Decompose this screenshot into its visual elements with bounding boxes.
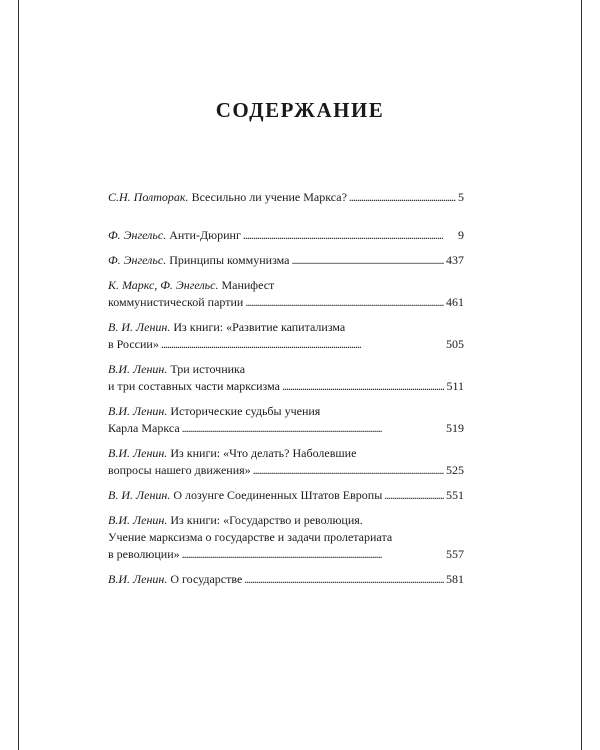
toc-entry <box>108 512 464 563</box>
dot-leader <box>291 252 444 269</box>
toc-author: Ф. Энгельс. <box>108 253 167 267</box>
toc-page: 511 <box>446 379 464 393</box>
toc-author: В.И. Ленин. <box>108 446 168 460</box>
toc-title: О государстве <box>170 572 243 586</box>
toc-title: Из книги: «Что делать? Наболевшие <box>170 446 357 460</box>
toc-title: Три источника <box>170 362 246 376</box>
toc-entry <box>108 361 464 395</box>
toc-entry <box>108 189 464 206</box>
toc-page: 437 <box>446 253 464 267</box>
toc-title: Всесильно ли учение Маркса? <box>191 190 347 204</box>
dot-leader <box>245 294 444 311</box>
toc-title: коммунистической партии <box>108 295 244 309</box>
toc-author: В.И. Ленин. <box>108 572 168 586</box>
toc-author: В. И. Ленин. <box>108 320 171 334</box>
toc-title: О лозунге Соединенных Штатов Европы <box>173 488 383 502</box>
toc-page: 525 <box>446 463 464 477</box>
toc-entry <box>108 487 464 504</box>
dot-leader <box>182 420 444 437</box>
toc-author: К. Маркс, Ф. Энгельс. <box>108 278 219 292</box>
dot-leader <box>161 336 444 353</box>
toc-entry <box>108 445 464 479</box>
toc-author: В.И. Ленин. <box>108 513 168 527</box>
toc-page: 461 <box>446 295 464 309</box>
toc-author: В.И. Ленин. <box>108 404 168 418</box>
toc-title: вопросы нашего движения» <box>108 463 251 477</box>
toc-entry <box>108 403 464 437</box>
toc-title: Из книги: «Государство и революция. <box>170 513 363 527</box>
toc-author: В. И. Ленин. <box>108 488 171 502</box>
table-of-contents <box>108 189 464 588</box>
toc-title: Из книги: «Развитие капитализма <box>173 320 346 334</box>
dot-leader <box>349 189 456 206</box>
toc-title: Исторические судьбы учения <box>170 404 321 418</box>
toc-title: Анти-Дюринг <box>169 228 241 242</box>
dot-leader <box>182 546 444 563</box>
toc-entry <box>108 571 464 588</box>
toc-title: и три составных части марксизма <box>108 379 280 393</box>
toc-page: 505 <box>446 337 464 351</box>
page-title: СОДЕРЖАНИЕ <box>215 98 385 123</box>
toc-title: Учение марксизма о государстве и задачи пролетариата <box>108 530 393 544</box>
toc-title: Карла Маркса <box>108 421 180 435</box>
dot-leader <box>282 378 445 395</box>
toc-title: Манифест <box>221 278 275 292</box>
toc-title: Принципы коммунизма <box>169 253 290 267</box>
toc-page: 5 <box>458 190 464 204</box>
dot-leader <box>253 462 444 479</box>
toc-author: С.Н. Полторак. <box>108 190 189 204</box>
dot-leader <box>384 487 444 504</box>
toc-entry <box>108 227 464 244</box>
toc-author: Ф. Энгельс. <box>108 228 167 242</box>
toc-title: в революции» <box>108 547 180 561</box>
toc-title: в России» <box>108 337 159 351</box>
toc-entry <box>108 319 464 353</box>
dot-leader <box>244 571 444 588</box>
toc-page: 581 <box>446 572 464 586</box>
toc-page: 551 <box>446 488 464 502</box>
toc-entry <box>108 277 464 311</box>
toc-page: 9 <box>458 228 464 242</box>
toc-author: В.И. Ленин. <box>108 362 168 376</box>
toc-page: 557 <box>446 547 464 561</box>
toc-entry <box>108 252 464 269</box>
toc-page: 519 <box>446 421 464 435</box>
dot-leader <box>243 227 456 244</box>
